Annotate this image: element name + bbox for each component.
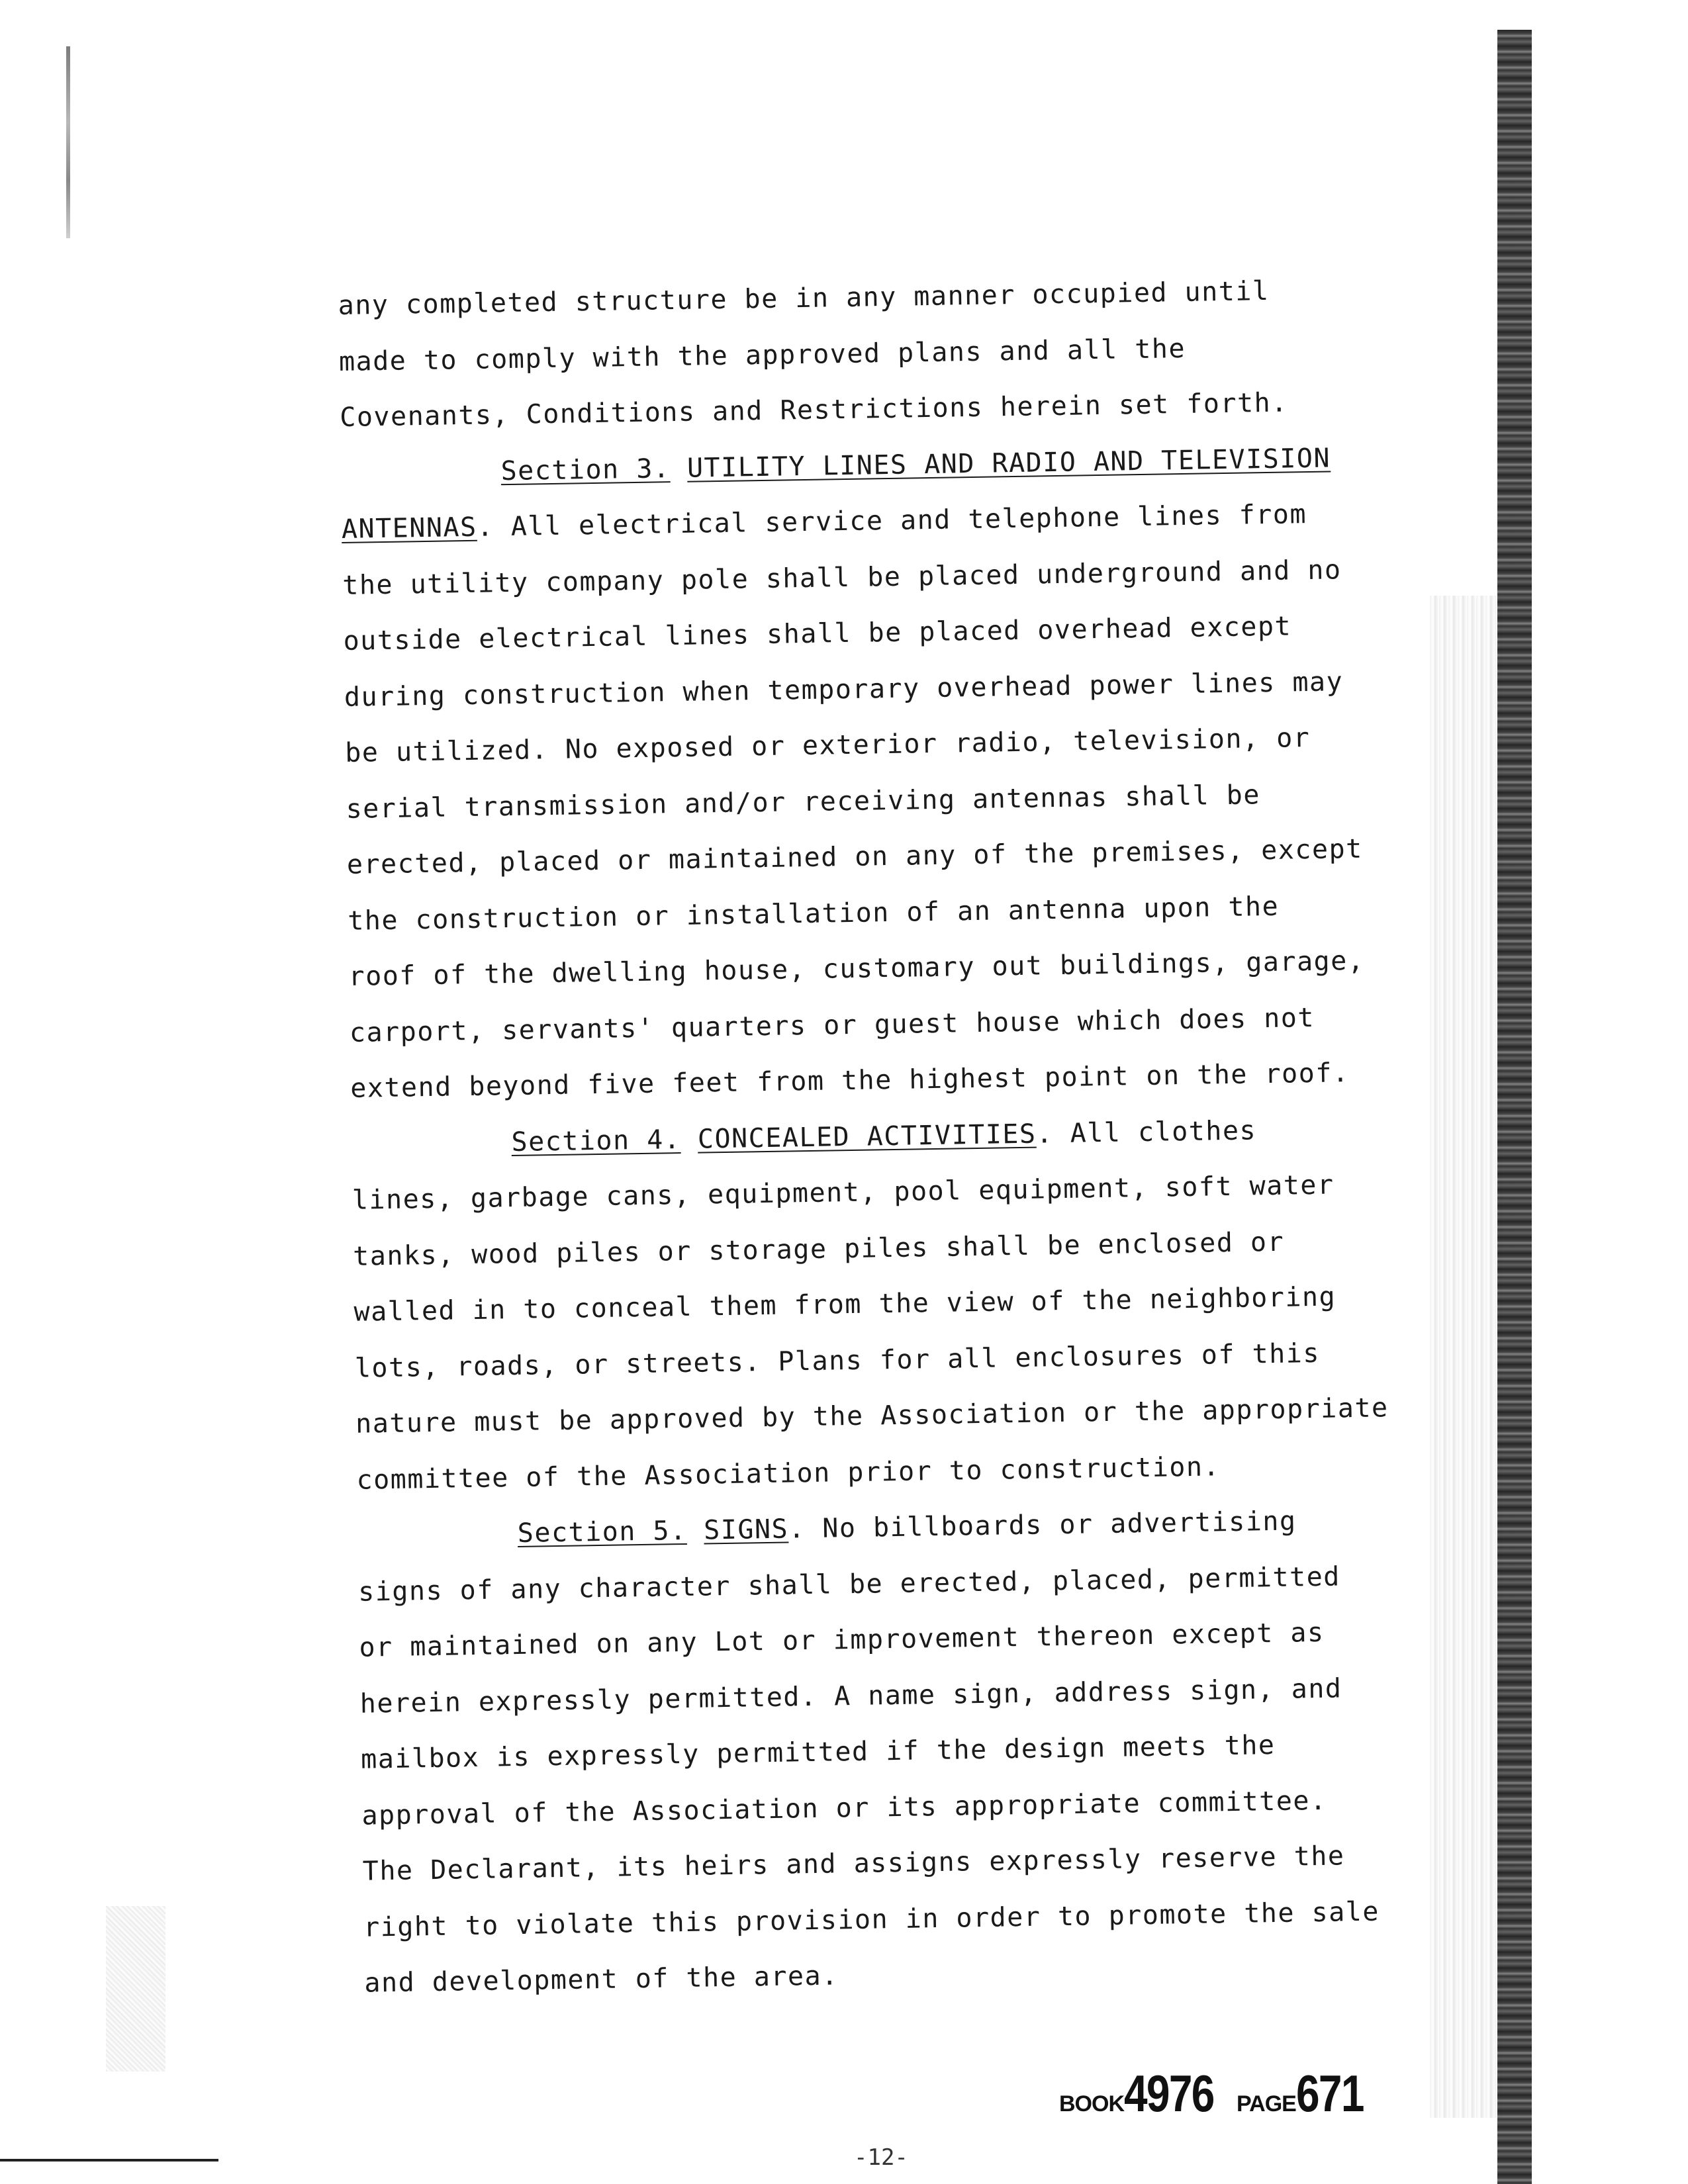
line-text: lots, roads, or streets. Plans for all enclosures of this [354, 1338, 1321, 1384]
line-text: extend beyond five feet from the highest point on the roof. [350, 1058, 1350, 1104]
section-number: Section 3. [500, 453, 671, 486]
line-text: Covenants, Conditions and Restrictions herein set forth. [339, 387, 1289, 433]
section-heading: SIGNS [703, 1514, 789, 1546]
line-text: . All electrical service and telephone lines from [477, 499, 1307, 543]
book-label: BOOK [1059, 2091, 1124, 2116]
line-text: lines, garbage cans, equipment, pool equipment, soft water [352, 1169, 1335, 1216]
line-text: the construction or installation of an antenna upon the [347, 891, 1280, 936]
line-text: outside electrical lines shall be placed overhead except [343, 611, 1292, 657]
line-text: serial transmission and/or receiving antennas shall be [346, 779, 1261, 825]
line-text: committee of the Association prior to construction. [356, 1451, 1221, 1496]
line-text: . All clothes [1036, 1115, 1257, 1150]
line-text: walled in to conceal them from the view of the neighboring [353, 1281, 1336, 1328]
line-text: roof of the dwelling house, customary out buildings, garage, [348, 945, 1365, 992]
page-number: -12- [854, 2144, 908, 2171]
line-text: nature must be approved by the Association or the appropriate [355, 1392, 1389, 1439]
line-text: or maintained on any Lot or improvement thereon except as [359, 1617, 1325, 1663]
scan-artifact-noise [106, 1906, 165, 2071]
section-heading: UTILITY LINES AND RADIO AND TELEVISION [686, 442, 1331, 484]
section-heading: ANTENNAS [341, 512, 477, 545]
line-text: The Declarant, its heirs and assigns expressly reserve the [362, 1841, 1345, 1887]
line-text: the utility company pole shall be placed underground and no [342, 554, 1342, 601]
line-text: and development of the area. [364, 1960, 839, 1999]
section-heading: CONCEALED ACTIVITIES [697, 1118, 1037, 1155]
line-text: during construction when temporary overhead power lines may [344, 666, 1344, 713]
section-number: Section 4. [511, 1124, 681, 1158]
document-body [338, 261, 1450, 2011]
line-text: be utilized. No exposed or exterior radio, television, or [344, 723, 1311, 768]
scan-artifact-bottom-line [0, 2159, 218, 2161]
line-text: erected, placed or maintained on any of the premises, except [346, 833, 1364, 880]
line-text: herein expressly permitted. A name sign, address sign, and [359, 1672, 1342, 1719]
line-text: signs of any character shall be erected, placed, permitted [357, 1561, 1341, 1608]
book-page-reference [1059, 2064, 1378, 2122]
line-text: right to violate this provision in order to promote the sale [363, 1896, 1380, 1943]
line-text: any completed structure be in any manner occupied until [338, 275, 1270, 321]
line-text: approval of the Association or its appropriate committee. [361, 1785, 1327, 1831]
section-number: Section 5. [517, 1515, 687, 1549]
line-text: . No billboards or advertising [788, 1506, 1297, 1545]
line-text: mailbox is expressly permitted if the design meets the [360, 1730, 1276, 1775]
line-text: tanks, wood piles or storage piles shall be enclosed or [352, 1226, 1285, 1272]
scan-artifact-edge [1497, 30, 1532, 2184]
line-text: made to comply with the approved plans and all the [338, 333, 1186, 377]
line-text: carport, servants' quarters or guest house which does not [349, 1002, 1315, 1048]
page-reference: 671 [1295, 2064, 1364, 2122]
book-number: 4976 [1124, 2064, 1214, 2122]
page-label: PAGE [1236, 2091, 1296, 2116]
scan-artifact-left [66, 46, 70, 238]
